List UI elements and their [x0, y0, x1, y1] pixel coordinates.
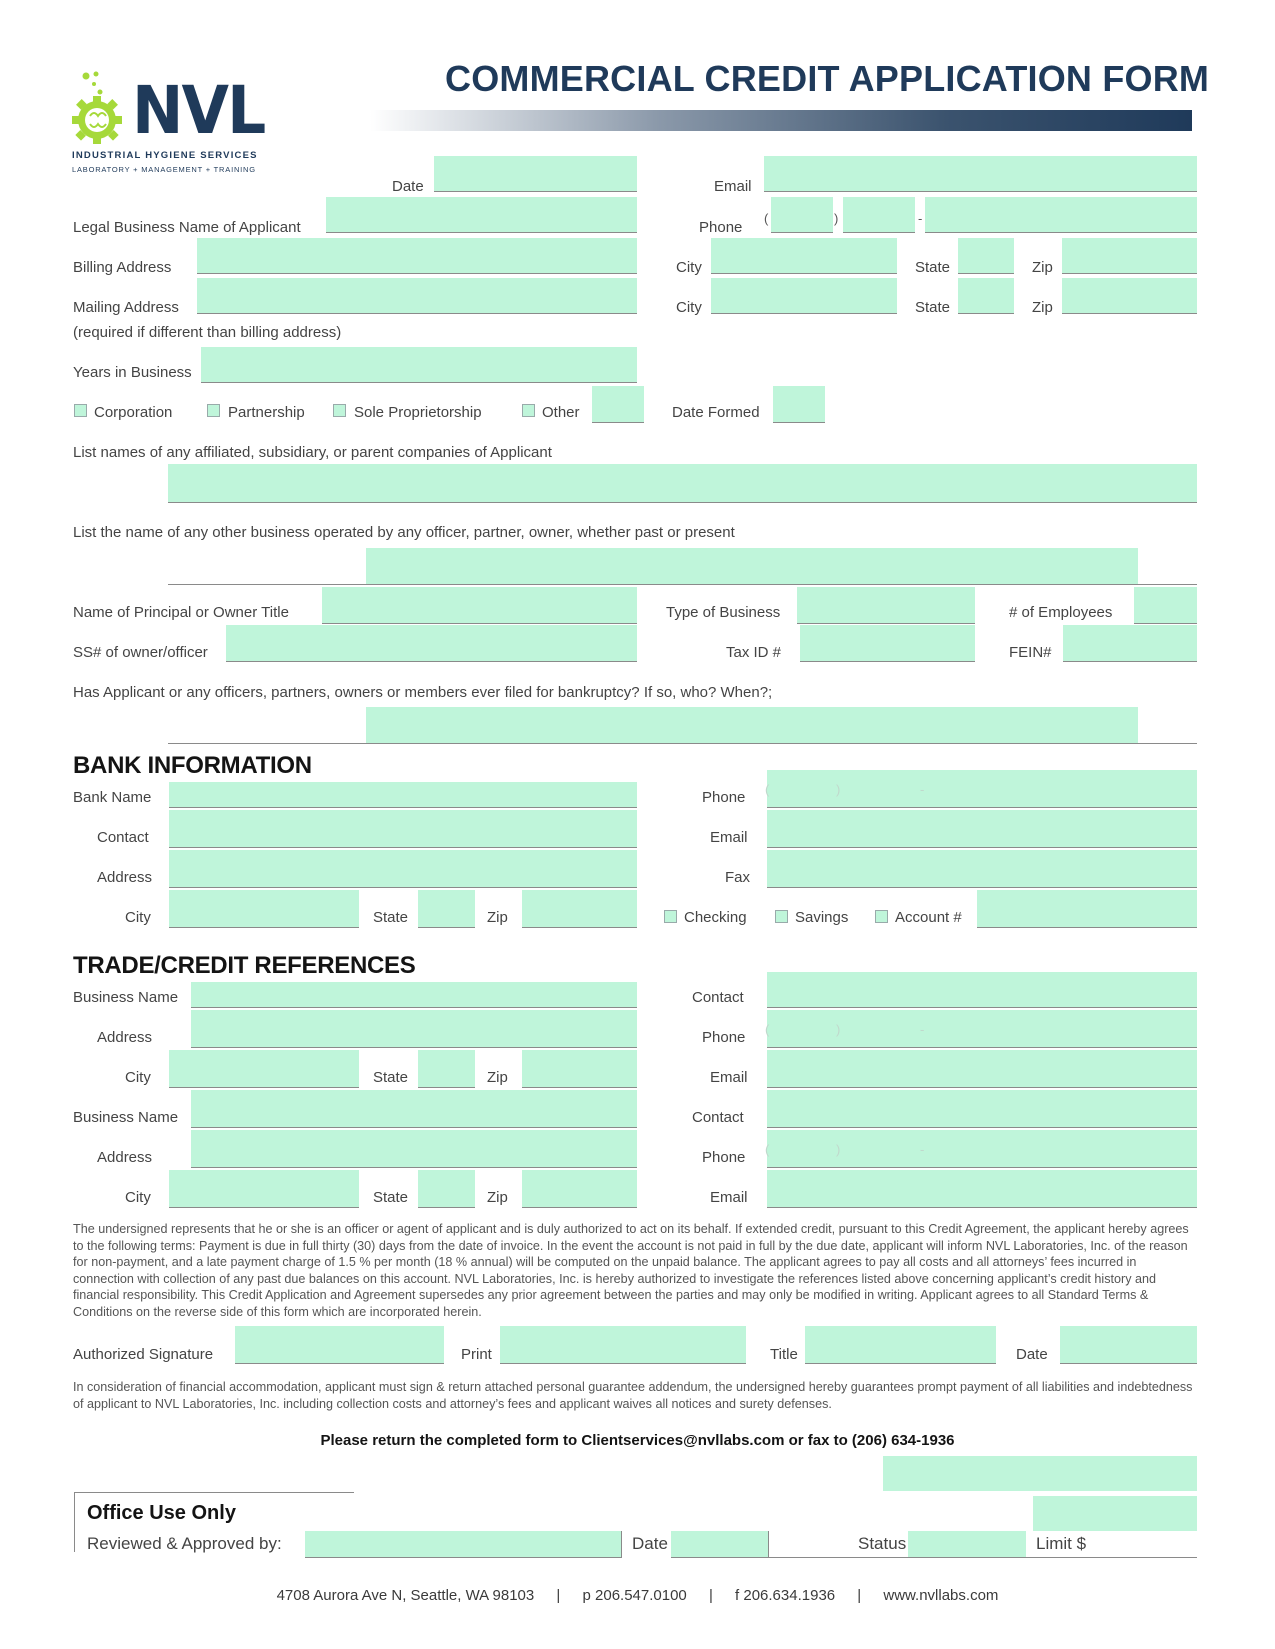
date-formed-field[interactable]: [773, 386, 825, 423]
authorized-signature-label: Authorized Signature: [73, 1346, 214, 1363]
ref1-zip-label: Zip: [487, 1069, 508, 1086]
phone-prefix-field[interactable]: [843, 197, 915, 233]
checking-label: Checking: [684, 909, 747, 926]
ssn-label: SS# of owner/officer: [73, 644, 208, 661]
billing-address-field[interactable]: [197, 238, 637, 274]
mailing-address-field[interactable]: [197, 278, 637, 314]
ref1-contact-label: Contact: [692, 989, 744, 1006]
office-box-top-rule: [74, 1492, 354, 1493]
ref1-phone-dash: -: [920, 1022, 925, 1037]
logo: [72, 70, 265, 182]
other-checkbox[interactable]: [522, 404, 535, 417]
ref2-zip-label: Zip: [487, 1189, 508, 1206]
tax-id-field[interactable]: [800, 625, 975, 662]
ref2-city-field[interactable]: [169, 1170, 359, 1208]
ref2-business-name-label: Business Name: [73, 1109, 179, 1126]
bank-phone-label: Phone: [702, 789, 746, 806]
bank-contact-label: Contact: [97, 829, 149, 846]
ref2-email-label: Email: [710, 1189, 748, 1206]
principal-field[interactable]: [322, 587, 637, 624]
ref1-city-label: City: [125, 1069, 151, 1086]
ref2-phone-open-paren: (: [765, 1142, 770, 1157]
years-in-business-field[interactable]: [201, 347, 637, 383]
office-status-label: Status: [858, 1534, 907, 1553]
other-business-field[interactable]: [366, 548, 1138, 585]
signature-title-field[interactable]: [805, 1326, 996, 1364]
phone-close-paren: ): [834, 211, 839, 226]
bank-fax-field[interactable]: [767, 850, 1197, 888]
return-note: Please return the completed form to Clientservices@nvllabs.com or fax to (206) 634-1936: [320, 1432, 955, 1449]
sole-proprietorship-checkbox[interactable]: [333, 404, 346, 417]
fein-field[interactable]: [1063, 625, 1197, 662]
billing-address-label: Billing Address: [73, 259, 172, 276]
office-date-field[interactable]: [671, 1531, 768, 1558]
ref2-state-field[interactable]: [418, 1170, 475, 1208]
authorized-signature-field[interactable]: [235, 1326, 444, 1364]
billing-city-label: City: [676, 259, 702, 276]
bank-section-heading: BANK INFORMATION: [73, 752, 312, 779]
affiliates-field[interactable]: [168, 464, 1197, 503]
ref1-email-field[interactable]: [767, 1050, 1197, 1088]
email-label: Email: [714, 178, 752, 195]
footer: [0, 1587, 1275, 1604]
type-of-business-label: Type of Business: [666, 604, 781, 621]
footer-separator: |: [857, 1587, 862, 1604]
partnership-checkbox[interactable]: [207, 404, 220, 417]
ref2-zip-field[interactable]: [522, 1170, 637, 1208]
ref1-address-label: Address: [97, 1029, 153, 1046]
bank-contact-field[interactable]: [169, 810, 637, 848]
bank-phone-field[interactable]: [767, 770, 1197, 808]
office-date-label: Date: [632, 1534, 668, 1553]
ref2-phone-field[interactable]: [767, 1130, 1197, 1168]
employees-label: # of Employees: [1009, 604, 1113, 621]
office-use-heading: Office Use Only: [87, 1502, 236, 1524]
ref2-business-name-field[interactable]: [191, 1090, 637, 1128]
ref1-email-label: Email: [710, 1069, 748, 1086]
reviewed-approved-label: Reviewed & Approved by:: [87, 1534, 282, 1553]
ref1-phone-label: Phone: [702, 1029, 746, 1046]
date-label: Date: [392, 178, 424, 195]
footer-separator: |: [556, 1587, 561, 1604]
bank-address-field[interactable]: [169, 850, 637, 888]
bank-fax-label: Fax: [725, 869, 751, 886]
ref2-city-label: City: [125, 1189, 151, 1206]
ref2-address-field[interactable]: [191, 1130, 637, 1168]
bank-phone-dash: -: [920, 782, 925, 797]
brain-gear-icon: [72, 70, 132, 150]
phone-line-field[interactable]: [925, 197, 1197, 233]
mailing-state-label: State: [915, 299, 951, 316]
title-label: Title: [770, 1346, 798, 1363]
trade-section-heading: TRADE/CREDIT REFERENCES: [73, 952, 416, 979]
title-gradient-bar: [370, 110, 1192, 131]
other-business-underline: [168, 584, 1197, 585]
office-divider-1: [621, 1531, 622, 1558]
office-box-left-rule: [74, 1492, 75, 1552]
mailing-zip-label: Zip: [1032, 299, 1053, 316]
footer-phone: p 206.547.0100: [582, 1587, 687, 1604]
form-title: COMMERCIAL CREDIT APPLICATION FORM: [445, 58, 1210, 99]
other-label: Other: [542, 404, 580, 421]
bank-state-field[interactable]: [418, 890, 475, 928]
bank-phone-close-paren: ): [836, 782, 841, 797]
bank-name-label: Bank Name: [73, 789, 152, 806]
ref1-address-field[interactable]: [191, 1010, 637, 1048]
signature-date-field[interactable]: [1060, 1326, 1197, 1364]
ref1-city-field[interactable]: [169, 1050, 359, 1088]
phone-open-paren: (: [764, 211, 769, 226]
bankruptcy-label: Has Applicant or any officers, partners, owners or members ever filed for bankruptcy? If so, who? When?;: [73, 684, 773, 701]
bank-email-field[interactable]: [767, 810, 1197, 848]
guarantee-text: In consideration of financial accommodation, applicant must sign & return attached personal guarantee addendum, the undersigned hereby guarantees prompt payment of all liabilities and indebtedness of applicant to NVL Laboratories, Inc. including collection costs and attorney’s fees and applicant waives all notices and surety defenses.: [73, 1380, 1193, 1411]
ref1-phone-field[interactable]: [767, 1010, 1197, 1048]
bank-phone-open-paren: (: [765, 782, 770, 797]
billing-zip-field[interactable]: [1062, 238, 1197, 274]
savings-checkbox[interactable]: [775, 910, 788, 923]
other-business-label: List the name of any other business operated by any officer, partner, owner, whether past or present: [73, 524, 735, 541]
bank-zip-field[interactable]: [522, 890, 637, 928]
print-label: Print: [461, 1346, 492, 1363]
ref2-state-label: State: [373, 1189, 409, 1206]
ref1-phone-open-paren: (: [765, 1022, 770, 1037]
ssn-field[interactable]: [226, 625, 637, 662]
bank-city-label: City: [125, 909, 151, 926]
ref2-address-label: Address: [97, 1149, 153, 1166]
legal-name-field[interactable]: [326, 197, 637, 233]
ref1-state-field[interactable]: [418, 1050, 475, 1088]
date-field[interactable]: [434, 156, 637, 192]
tax-id-label: Tax ID #: [726, 644, 782, 661]
bankruptcy-field[interactable]: [366, 707, 1138, 744]
principal-label: Name of Principal or Owner Title: [73, 604, 289, 621]
phone-dash: -: [918, 211, 923, 226]
ref2-phone-close-paren: ): [836, 1142, 841, 1157]
ref1-business-name-field[interactable]: [191, 982, 637, 1008]
employees-field[interactable]: [1134, 587, 1197, 624]
legal-name-label: Legal Business Name of Applicant: [73, 219, 301, 236]
mailing-city-field[interactable]: [711, 278, 897, 314]
brand-tagline: INDUSTRIAL HYGIENE SERVICES: [72, 150, 258, 161]
footer-fax: f 206.634.1936: [735, 1587, 836, 1604]
type-of-business-field[interactable]: [797, 587, 975, 624]
email-field[interactable]: [764, 156, 1197, 192]
corporation-checkbox[interactable]: [74, 404, 87, 417]
corporation-label: Corporation: [94, 404, 173, 421]
ref1-state-label: State: [373, 1069, 409, 1086]
ref1-zip-field[interactable]: [522, 1050, 637, 1088]
ref2-email-field[interactable]: [767, 1170, 1197, 1208]
date-formed-label: Date Formed: [672, 404, 760, 421]
checking-checkbox[interactable]: [664, 910, 677, 923]
reviewed-approved-field[interactable]: [305, 1531, 621, 1558]
print-field[interactable]: [500, 1326, 746, 1364]
office-extra-field-1[interactable]: [883, 1456, 1197, 1491]
ref2-phone-label: Phone: [702, 1149, 746, 1166]
bank-email-label: Email: [710, 829, 748, 846]
bank-state-label: State: [373, 909, 409, 926]
ref1-contact-field[interactable]: [767, 972, 1197, 1008]
billing-state-field[interactable]: [958, 238, 1014, 274]
affiliates-label: List names of any affiliated, subsidiary, or parent companies of Applicant: [73, 444, 552, 461]
ref2-contact-label: Contact: [692, 1109, 744, 1126]
terms-text: The undersigned represents that he or she is an officer or agent of applicant and is duly authorized to act on its behalf. If extended credit, pursuant to this Credit Agreement, the applicant hereby agrees to the following terms: Payment is due in full thirty (30) days from the date of invoice. In the event the account is not paid in full by the due date, applicant will inform NVL Laboratories, Inc. of the reason for non-payment, and a late payment charge of 1.5 % per month (18 % annual) will be computed on the unpaid balance. The applicant agrees to pay all costs and all attorneys’ fees incurred in connection with collection of any past due balances on this account. NVL Laboratories, Inc. is hereby authorized to investigate the references listed above concerning applicant’s credit history and financial responsibility. This Credit Application and Agreement supersedes any prior agreement between the parties and may only be modified in writing. Applicant agrees to all Standard Terms & Conditions on the reverse side of this form which are incorporated herein.: [73, 1222, 1189, 1319]
phone-label: Phone: [699, 219, 743, 236]
mailing-city-label: City: [676, 299, 702, 316]
ref1-business-name-label: Business Name: [73, 989, 179, 1006]
other-field[interactable]: [592, 386, 644, 423]
office-status-field[interactable]: [908, 1531, 1026, 1558]
office-limit-label: Limit $: [1036, 1534, 1087, 1553]
office-extra-field-2[interactable]: [1033, 1496, 1197, 1531]
mailing-state-field[interactable]: [958, 278, 1014, 314]
brand-subtagline: LABORATORY + MANAGEMENT + TRAINING: [72, 165, 256, 174]
account-checkbox[interactable]: [875, 910, 888, 923]
mailing-zip-field[interactable]: [1062, 278, 1197, 314]
footer-separator: |: [708, 1587, 713, 1604]
partnership-label: Partnership: [228, 404, 305, 421]
bank-city-field[interactable]: [169, 890, 359, 928]
years-in-business-label: Years in Business: [73, 364, 192, 381]
phone-area-field[interactable]: [771, 197, 833, 233]
mailing-address-label: Mailing Address: [73, 299, 179, 316]
sole-proprietorship-label: Sole Proprietorship: [354, 404, 482, 421]
account-label: Account #: [895, 909, 962, 926]
savings-label: Savings: [795, 909, 849, 926]
bank-address-label: Address: [97, 869, 153, 886]
billing-city-field[interactable]: [711, 238, 897, 274]
ref2-contact-field[interactable]: [767, 1090, 1197, 1128]
ref1-phone-close-paren: ): [836, 1022, 841, 1037]
office-divider-2: [768, 1531, 769, 1558]
signature-date-label: Date: [1016, 1346, 1048, 1363]
fein-label: FEIN#: [1009, 644, 1052, 661]
footer-address: 4708 Aurora Ave N, Seattle, WA 98103: [276, 1587, 535, 1604]
brand-name: NVL: [132, 72, 265, 149]
bank-zip-label: Zip: [487, 909, 508, 926]
account-number-field[interactable]: [977, 890, 1197, 928]
mailing-note: (required if different than billing address): [73, 324, 342, 341]
billing-zip-label: Zip: [1032, 259, 1053, 276]
billing-state-label: State: [915, 259, 951, 276]
footer-website[interactable]: www.nvllabs.com: [883, 1587, 999, 1604]
bank-name-field[interactable]: [169, 782, 637, 808]
bankruptcy-underline: [168, 743, 1197, 744]
ref2-phone-dash: -: [920, 1142, 925, 1157]
